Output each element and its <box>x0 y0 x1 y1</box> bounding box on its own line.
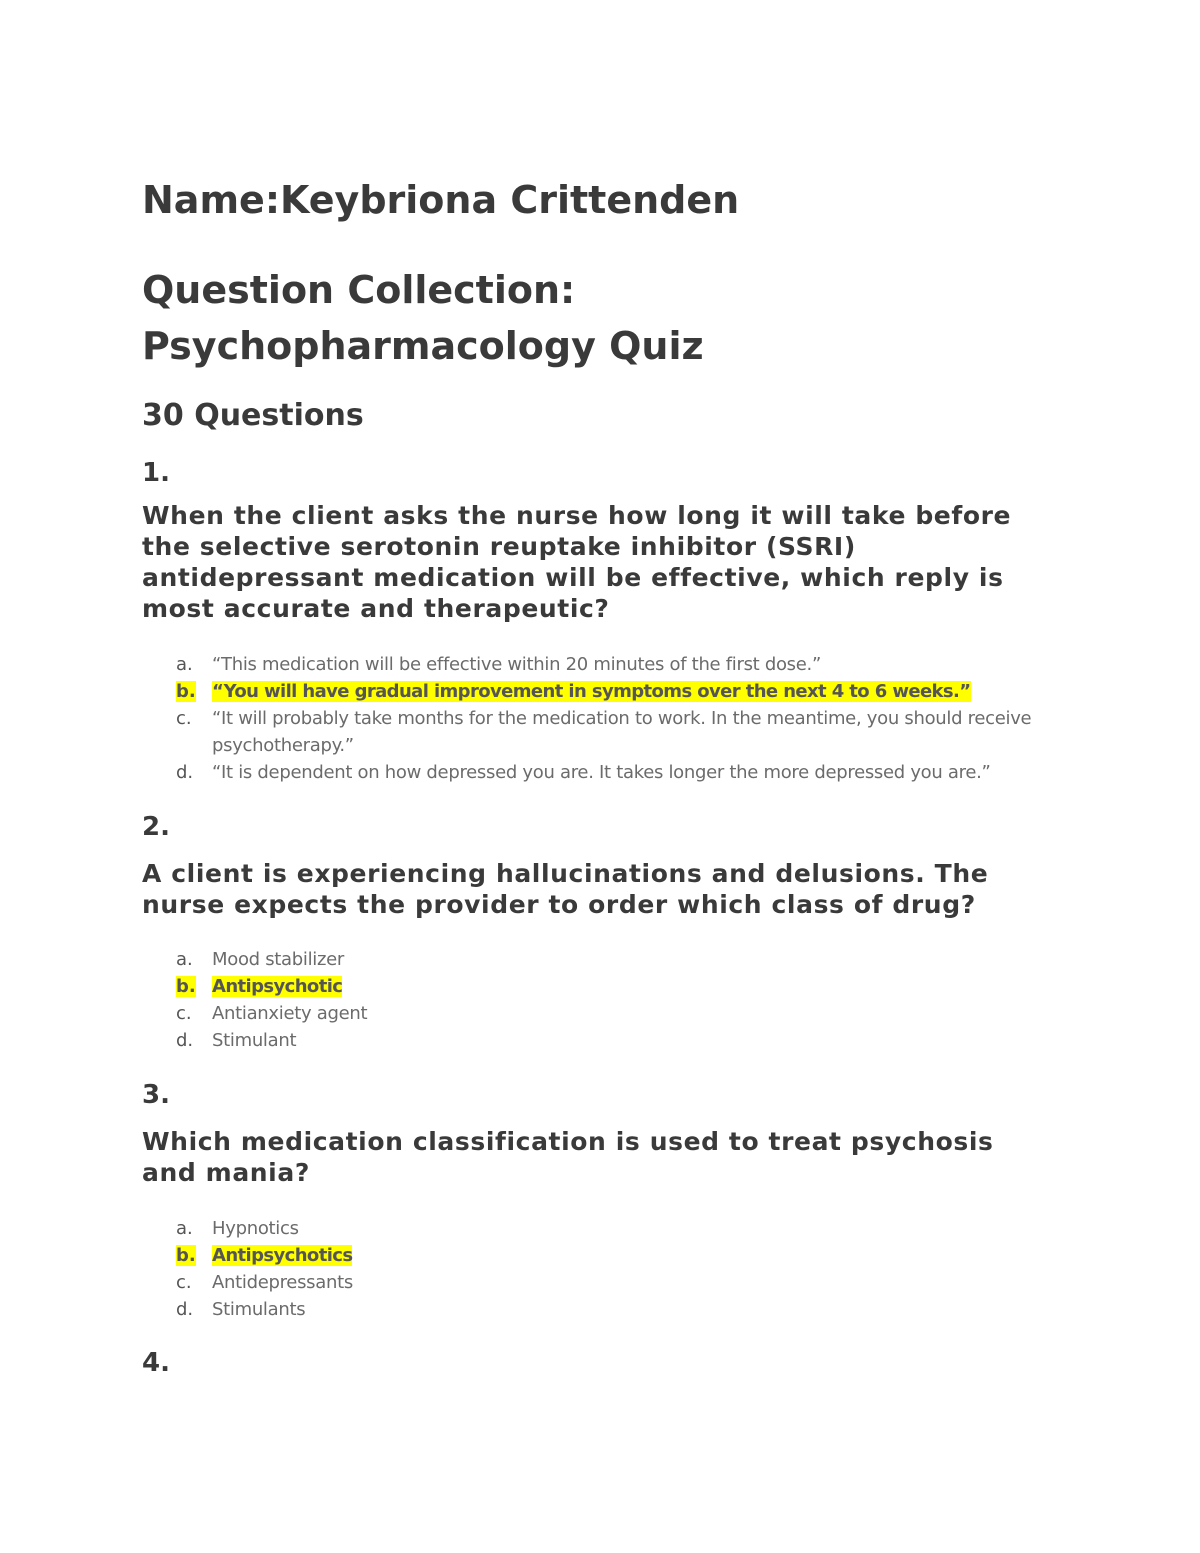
option-text: Mood stabilizer <box>212 949 345 970</box>
answer-option <box>176 1269 1036 1296</box>
answer-option <box>176 759 1036 786</box>
question-text: A client is experiencing hallucinations and delusions. The nurse expects the provider to order which class of drug? <box>142 859 989 919</box>
answer-option <box>176 946 1036 973</box>
option-text: Hypnotics <box>212 1218 299 1239</box>
option-letter: a. <box>176 654 193 675</box>
option-letter: b. <box>176 976 196 997</box>
question-number: 1. <box>142 458 170 488</box>
option-text: “You will have gradual improvement in symptoms over the next 4 to 6 weeks.” <box>212 681 971 702</box>
student-name-heading: Name:Keybriona Crittenden <box>142 178 740 222</box>
option-letter: c. <box>176 1272 192 1293</box>
answer-option-highlighted <box>176 973 1036 1000</box>
option-text: Antidepressants <box>212 1272 353 1293</box>
option-letter: b. <box>176 1245 196 1266</box>
option-letter: a. <box>176 949 193 970</box>
question-count: 30 Questions <box>142 398 364 433</box>
question-number: 3. <box>142 1080 170 1110</box>
answer-option-highlighted <box>176 678 1036 705</box>
option-text: “It will probably take months for the medication to work. In the meantime, you should receive psychotherapy.” <box>212 708 1032 756</box>
option-letter: d. <box>176 1030 194 1051</box>
option-text: Antipsychotic <box>212 976 343 997</box>
answer-option <box>176 651 1036 678</box>
answer-options <box>176 1215 1036 1323</box>
question-text: Which medication classification is used to treat psychosis and mania? <box>142 1127 994 1187</box>
question-number: 2. <box>142 812 170 842</box>
option-letter: c. <box>176 1003 192 1024</box>
option-text: “This medication will be effective within 20 minutes of the first dose.” <box>212 654 821 675</box>
answer-option <box>176 705 1036 759</box>
option-text: “It is dependent on how depressed you are. It takes longer the more depressed you are.” <box>212 762 991 783</box>
option-text: Antianxiety agent <box>212 1003 368 1024</box>
question-number: 4. <box>142 1348 170 1378</box>
option-letter: d. <box>176 1299 194 1320</box>
option-letter: a. <box>176 1218 193 1239</box>
option-letter: d. <box>176 762 194 783</box>
answer-options <box>176 946 1036 1054</box>
answer-options <box>176 651 1036 786</box>
option-text: Stimulants <box>212 1299 306 1320</box>
answer-option <box>176 1000 1036 1027</box>
option-text: Antipsychotics <box>212 1245 353 1266</box>
question-text: When the client asks the nurse how long it will take before the selective serotonin reuptake inhibitor (SSRI) antidepressant medication will be effective, which reply is most accurate and therapeutic? <box>142 501 1012 623</box>
option-letter: b. <box>176 681 196 702</box>
answer-option <box>176 1215 1036 1242</box>
option-text: Stimulant <box>212 1030 297 1051</box>
option-letter: c. <box>176 708 192 729</box>
collection-title: Question Collection: Psychopharmacology Quiz <box>142 268 704 368</box>
answer-option-highlighted <box>176 1242 1036 1269</box>
answer-option <box>176 1296 1036 1323</box>
answer-option <box>176 1027 1036 1054</box>
